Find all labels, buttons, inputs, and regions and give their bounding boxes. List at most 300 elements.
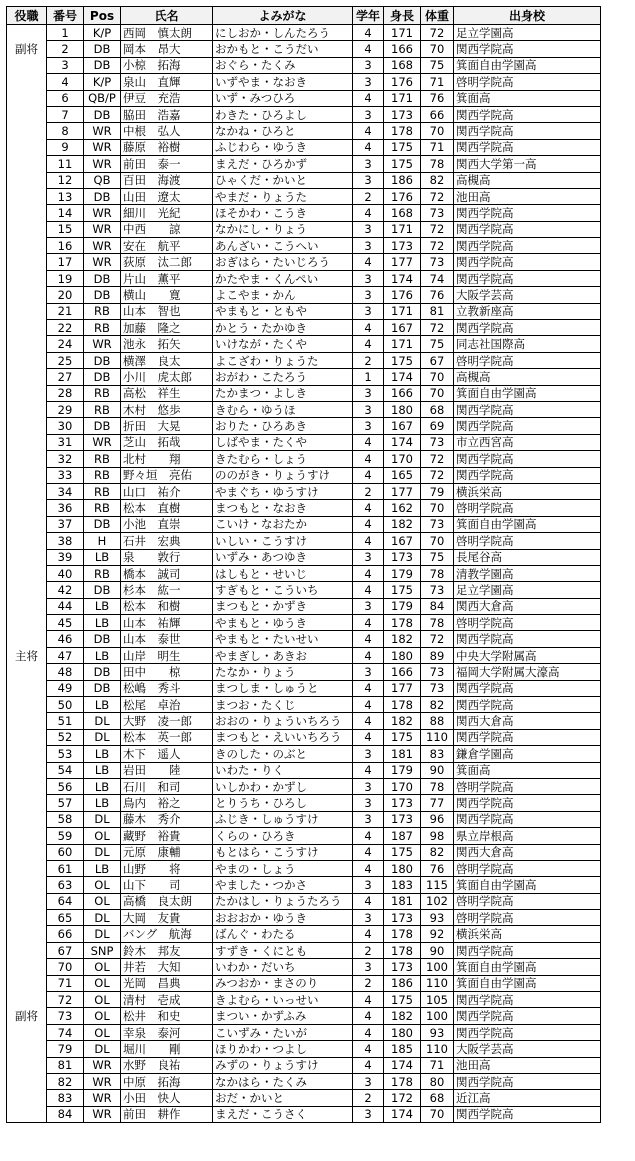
school-cell: 箕面自由学園高 <box>454 385 601 401</box>
table-row <box>7 631 601 647</box>
name-cell: 清村 壱成 <box>121 992 213 1008</box>
height-cell: 178 <box>384 926 421 942</box>
role-cell <box>7 1024 47 1040</box>
table-row <box>7 483 601 499</box>
position-cell: LB <box>84 549 121 565</box>
reading-cell: なかにし・りょう <box>213 221 353 237</box>
number-cell: 46 <box>47 631 84 647</box>
reading-cell: まつしま・しゅうと <box>213 680 353 696</box>
grade-cell: 4 <box>353 697 384 713</box>
number-cell: 81 <box>47 1057 84 1073</box>
name-cell: 田中 椋 <box>121 664 213 680</box>
position-cell: LB <box>84 746 121 762</box>
role-cell <box>7 336 47 352</box>
role-cell <box>7 451 47 467</box>
role-cell <box>7 483 47 499</box>
position-cell: DB <box>84 57 121 73</box>
position-cell: WR <box>84 139 121 155</box>
position-cell: DB <box>84 352 121 368</box>
grade-cell: 3 <box>353 1074 384 1090</box>
number-cell: 52 <box>47 729 84 745</box>
school-cell: 高槻高 <box>454 172 601 188</box>
height-cell: 175 <box>384 139 421 155</box>
name-cell: 岩田 陸 <box>121 762 213 778</box>
grade-cell: 4 <box>353 582 384 598</box>
number-cell: 15 <box>47 221 84 237</box>
height-cell: 175 <box>384 352 421 368</box>
height-cell: 181 <box>384 893 421 909</box>
position-cell: OL <box>84 1008 121 1024</box>
number-cell: 54 <box>47 762 84 778</box>
table-row <box>7 598 601 614</box>
school-cell: 関西学院高 <box>454 697 601 713</box>
role-cell <box>7 729 47 745</box>
weight-cell: 72 <box>421 631 454 647</box>
reading-cell: たなか・りょう <box>213 664 353 680</box>
name-cell: 石井 宏典 <box>121 533 213 549</box>
grade-cell: 3 <box>353 778 384 794</box>
grade-cell: 4 <box>353 647 384 663</box>
table-row <box>7 90 601 106</box>
height-cell: 179 <box>384 762 421 778</box>
name-cell: 加藤 隆之 <box>121 320 213 336</box>
name-cell: 堀川 剛 <box>121 1041 213 1057</box>
name-cell: 大岡 友貴 <box>121 910 213 926</box>
name-cell: 伊豆 充浩 <box>121 90 213 106</box>
reading-cell: なかね・ひろと <box>213 123 353 139</box>
header-position: Pos <box>84 7 121 25</box>
weight-cell: 100 <box>421 1008 454 1024</box>
role-cell <box>7 746 47 762</box>
table-row <box>7 385 601 401</box>
reading-cell: すぎもと・こういち <box>213 582 353 598</box>
reading-cell: ののがき・りょうすけ <box>213 467 353 483</box>
name-cell: 片山 薫平 <box>121 270 213 286</box>
height-cell: 174 <box>384 369 421 385</box>
table-body <box>7 25 601 1123</box>
school-cell: 啓明学院高 <box>454 352 601 368</box>
table-row <box>7 336 601 352</box>
role-cell <box>7 615 47 631</box>
reading-cell: ばんぐ・わたる <box>213 926 353 942</box>
role-cell <box>7 172 47 188</box>
role-cell <box>7 893 47 909</box>
number-cell: 73 <box>47 1008 84 1024</box>
grade-cell: 3 <box>353 1106 384 1122</box>
school-cell: 福岡大学附属大濠高 <box>454 664 601 680</box>
table-header <box>7 7 601 25</box>
height-cell: 167 <box>384 418 421 434</box>
role-cell <box>7 205 47 221</box>
weight-cell: 69 <box>421 418 454 434</box>
number-cell: 39 <box>47 549 84 565</box>
role-cell <box>7 1074 47 1090</box>
number-cell: 72 <box>47 992 84 1008</box>
height-cell: 175 <box>384 992 421 1008</box>
height-cell: 166 <box>384 664 421 680</box>
number-cell: 84 <box>47 1106 84 1122</box>
height-cell: 167 <box>384 320 421 336</box>
weight-cell: 73 <box>421 582 454 598</box>
reading-cell: まえだ・ひろかず <box>213 156 353 172</box>
height-cell: 166 <box>384 41 421 57</box>
name-cell: 高松 祥生 <box>121 385 213 401</box>
table-row <box>7 254 601 270</box>
number-cell: 83 <box>47 1090 84 1106</box>
role-cell <box>7 401 47 417</box>
role-cell: 主将 <box>7 647 47 663</box>
school-cell: 中央大学附属高 <box>454 647 601 663</box>
number-cell: 28 <box>47 385 84 401</box>
grade-cell: 4 <box>353 254 384 270</box>
school-cell: 関西学院高 <box>454 270 601 286</box>
position-cell: DB <box>84 582 121 598</box>
name-cell: 横澤 良太 <box>121 352 213 368</box>
name-cell: 松嶋 秀斗 <box>121 680 213 696</box>
school-cell: 関西学院高 <box>454 401 601 417</box>
reading-cell: なかはら・たくみ <box>213 1074 353 1090</box>
grade-cell: 3 <box>353 106 384 122</box>
name-cell: 小池 直崇 <box>121 516 213 532</box>
role-cell <box>7 270 47 286</box>
school-cell: 大阪学芸高 <box>454 287 601 303</box>
weight-cell: 70 <box>421 500 454 516</box>
position-cell: RB <box>84 320 121 336</box>
school-cell: 箕面自由学園高 <box>454 516 601 532</box>
position-cell: LB <box>84 762 121 778</box>
reading-cell: いず・みつひろ <box>213 90 353 106</box>
position-cell: RB <box>84 451 121 467</box>
reading-cell: おがわ・こたろう <box>213 369 353 385</box>
role-cell <box>7 500 47 516</box>
school-cell: 関西学院高 <box>454 41 601 57</box>
number-cell: 56 <box>47 778 84 794</box>
height-cell: 174 <box>384 1057 421 1073</box>
role-cell <box>7 139 47 155</box>
reading-cell: まつもと・えいいちろう <box>213 729 353 745</box>
weight-cell: 102 <box>421 893 454 909</box>
position-cell: OL <box>84 893 121 909</box>
name-cell: 山本 智也 <box>121 303 213 319</box>
weight-cell: 115 <box>421 877 454 893</box>
role-cell <box>7 959 47 975</box>
table-row <box>7 221 601 237</box>
number-cell: 6 <box>47 90 84 106</box>
position-cell: DB <box>84 516 121 532</box>
table-row <box>7 238 601 254</box>
table-row <box>7 910 601 926</box>
number-cell: 40 <box>47 565 84 581</box>
role-cell <box>7 90 47 106</box>
position-cell: WR <box>84 238 121 254</box>
position-cell: WR <box>84 1057 121 1073</box>
number-cell: 2 <box>47 41 84 57</box>
height-cell: 178 <box>384 615 421 631</box>
table-row <box>7 926 601 942</box>
name-cell: 光岡 昌典 <box>121 975 213 991</box>
position-cell: K/P <box>84 25 121 41</box>
name-cell: 北村 翔 <box>121 451 213 467</box>
position-cell: RB <box>84 385 121 401</box>
role-cell <box>7 992 47 1008</box>
reading-cell: にしおか・しんたろう <box>213 25 353 41</box>
position-cell: H <box>84 533 121 549</box>
grade-cell: 4 <box>353 680 384 696</box>
number-cell: 38 <box>47 533 84 549</box>
number-cell: 71 <box>47 975 84 991</box>
weight-cell: 78 <box>421 615 454 631</box>
role-cell <box>7 697 47 713</box>
weight-cell: 72 <box>421 467 454 483</box>
number-cell: 48 <box>47 664 84 680</box>
number-cell: 57 <box>47 795 84 811</box>
role-cell <box>7 910 47 926</box>
reading-cell: おりた・ひろあき <box>213 418 353 434</box>
school-cell: 足立学園高 <box>454 25 601 41</box>
table-row <box>7 270 601 286</box>
school-cell: 関西学院高 <box>454 254 601 270</box>
number-cell: 82 <box>47 1074 84 1090</box>
height-cell: 180 <box>384 1024 421 1040</box>
grade-cell: 4 <box>353 844 384 860</box>
position-cell: DL <box>84 811 121 827</box>
name-cell: 鳥内 裕之 <box>121 795 213 811</box>
weight-cell: 90 <box>421 762 454 778</box>
reading-cell: きのした・のぶと <box>213 746 353 762</box>
number-cell: 37 <box>47 516 84 532</box>
reading-cell: いわか・だいち <box>213 959 353 975</box>
reading-cell: みずの・りょうすけ <box>213 1057 353 1073</box>
table-row <box>7 303 601 319</box>
school-cell: 啓明学院高 <box>454 860 601 876</box>
role-cell <box>7 467 47 483</box>
name-cell: 荻原 汰二郎 <box>121 254 213 270</box>
height-cell: 171 <box>384 336 421 352</box>
school-cell: 箕面自由学園高 <box>454 877 601 893</box>
table-row <box>7 680 601 696</box>
grade-cell: 4 <box>353 336 384 352</box>
table-row <box>7 533 601 549</box>
school-cell: 関西学院高 <box>454 238 601 254</box>
table-row <box>7 418 601 434</box>
reading-cell: おおの・りょういちろう <box>213 713 353 729</box>
role-cell <box>7 713 47 729</box>
weight-cell: 70 <box>421 1106 454 1122</box>
reading-cell: やまの・しょう <box>213 860 353 876</box>
position-cell: DB <box>84 664 121 680</box>
role-cell <box>7 778 47 794</box>
number-cell: 1 <box>47 25 84 41</box>
reading-cell: ふじき・しゅうすけ <box>213 811 353 827</box>
table-row <box>7 434 601 450</box>
height-cell: 170 <box>384 778 421 794</box>
role-cell <box>7 975 47 991</box>
role-cell <box>7 877 47 893</box>
table-row <box>7 828 601 844</box>
number-cell: 8 <box>47 123 84 139</box>
weight-cell: 70 <box>421 369 454 385</box>
position-cell: OL <box>84 877 121 893</box>
reading-cell: もとはら・こうすけ <box>213 844 353 860</box>
role-cell <box>7 664 47 680</box>
name-cell: 橋本 誠司 <box>121 565 213 581</box>
weight-cell: 82 <box>421 172 454 188</box>
grade-cell: 2 <box>353 188 384 204</box>
reading-cell: ひゃくだ・かいと <box>213 172 353 188</box>
weight-cell: 76 <box>421 90 454 106</box>
school-cell: 立教新座高 <box>454 303 601 319</box>
role-cell <box>7 188 47 204</box>
position-cell: WR <box>84 1106 121 1122</box>
grade-cell: 4 <box>353 1008 384 1024</box>
name-cell: 山本 泰世 <box>121 631 213 647</box>
reading-cell: くらの・ひろき <box>213 828 353 844</box>
number-cell: 36 <box>47 500 84 516</box>
table-row <box>7 942 601 958</box>
grade-cell: 3 <box>353 270 384 286</box>
reading-cell: まつお・たくじ <box>213 697 353 713</box>
reading-cell: ふじわら・ゆうき <box>213 139 353 155</box>
height-cell: 168 <box>384 57 421 73</box>
reading-cell: いわた・りく <box>213 762 353 778</box>
grade-cell: 3 <box>353 156 384 172</box>
grade-cell: 3 <box>353 959 384 975</box>
table-row <box>7 205 601 221</box>
grade-cell: 4 <box>353 516 384 532</box>
role-cell <box>7 320 47 336</box>
grade-cell: 3 <box>353 549 384 565</box>
table-row <box>7 1106 601 1122</box>
height-cell: 179 <box>384 565 421 581</box>
number-cell: 17 <box>47 254 84 270</box>
table-row <box>7 57 601 73</box>
height-cell: 173 <box>384 238 421 254</box>
table-row <box>7 762 601 778</box>
height-cell: 178 <box>384 697 421 713</box>
header-row <box>7 7 601 25</box>
weight-cell: 110 <box>421 729 454 745</box>
number-cell: 27 <box>47 369 84 385</box>
number-cell: 50 <box>47 697 84 713</box>
reading-cell: おかもと・こうだい <box>213 41 353 57</box>
grade-cell: 3 <box>353 303 384 319</box>
weight-cell: 89 <box>421 647 454 663</box>
position-cell: OL <box>84 975 121 991</box>
height-cell: 171 <box>384 303 421 319</box>
position-cell: LB <box>84 778 121 794</box>
name-cell: 松本 英一郎 <box>121 729 213 745</box>
name-cell: 安在 航平 <box>121 238 213 254</box>
number-cell: 3 <box>47 57 84 73</box>
table-row <box>7 451 601 467</box>
weight-cell: 71 <box>421 74 454 90</box>
table-row <box>7 795 601 811</box>
reading-cell: いけなが・たくや <box>213 336 353 352</box>
height-cell: 185 <box>384 1041 421 1057</box>
name-cell: 岡本 昂大 <box>121 41 213 57</box>
position-cell: DB <box>84 41 121 57</box>
weight-cell: 73 <box>421 254 454 270</box>
height-cell: 182 <box>384 713 421 729</box>
role-cell <box>7 221 47 237</box>
grade-cell: 3 <box>353 598 384 614</box>
name-cell: 石川 和司 <box>121 778 213 794</box>
name-cell: 山田 遼太 <box>121 188 213 204</box>
role-cell <box>7 565 47 581</box>
role-cell <box>7 57 47 73</box>
position-cell: DL <box>84 910 121 926</box>
role-cell <box>7 828 47 844</box>
height-cell: 167 <box>384 533 421 549</box>
position-cell: RB <box>84 303 121 319</box>
grade-cell: 3 <box>353 877 384 893</box>
name-cell: 小椋 拓海 <box>121 57 213 73</box>
position-cell: WR <box>84 254 121 270</box>
grade-cell: 3 <box>353 795 384 811</box>
role-cell <box>7 942 47 958</box>
name-cell: 松尾 卓治 <box>121 697 213 713</box>
grade-cell: 4 <box>353 1024 384 1040</box>
grade-cell: 3 <box>353 287 384 303</box>
position-cell: RB <box>84 401 121 417</box>
weight-cell: 90 <box>421 942 454 958</box>
school-cell: 啓明学院高 <box>454 74 601 90</box>
grade-cell: 4 <box>353 615 384 631</box>
grade-cell: 4 <box>353 434 384 450</box>
number-cell: 22 <box>47 320 84 336</box>
height-cell: 175 <box>384 729 421 745</box>
position-cell: WR <box>84 1090 121 1106</box>
height-cell: 177 <box>384 254 421 270</box>
number-cell: 32 <box>47 451 84 467</box>
position-cell: SNP <box>84 942 121 958</box>
height-cell: 173 <box>384 959 421 975</box>
name-cell: 脇田 浩嘉 <box>121 106 213 122</box>
table-row <box>7 1041 601 1057</box>
weight-cell: 70 <box>421 123 454 139</box>
position-cell: WR <box>84 1074 121 1090</box>
role-cell <box>7 418 47 434</box>
position-cell: DB <box>84 188 121 204</box>
reading-cell: よこざわ・りょうた <box>213 352 353 368</box>
number-cell: 58 <box>47 811 84 827</box>
weight-cell: 78 <box>421 778 454 794</box>
name-cell: 藤原 裕樹 <box>121 139 213 155</box>
table-row <box>7 549 601 565</box>
position-cell: WR <box>84 205 121 221</box>
school-cell: 関西学院高 <box>454 205 601 221</box>
table-row <box>7 697 601 713</box>
position-cell: OL <box>84 992 121 1008</box>
header-number: 番号 <box>47 7 84 25</box>
reading-cell: おぐら・たくみ <box>213 57 353 73</box>
name-cell: 杉本 紘一 <box>121 582 213 598</box>
number-cell: 25 <box>47 352 84 368</box>
height-cell: 173 <box>384 795 421 811</box>
number-cell: 30 <box>47 418 84 434</box>
grade-cell: 2 <box>353 942 384 958</box>
table-row <box>7 582 601 598</box>
height-cell: 165 <box>384 467 421 483</box>
school-cell: 関西大倉高 <box>454 713 601 729</box>
weight-cell: 78 <box>421 565 454 581</box>
role-cell <box>7 549 47 565</box>
school-cell: 近江高 <box>454 1090 601 1106</box>
header-school: 出身校 <box>454 7 601 25</box>
school-cell: 関西学院高 <box>454 729 601 745</box>
role-cell <box>7 238 47 254</box>
position-cell: WR <box>84 123 121 139</box>
